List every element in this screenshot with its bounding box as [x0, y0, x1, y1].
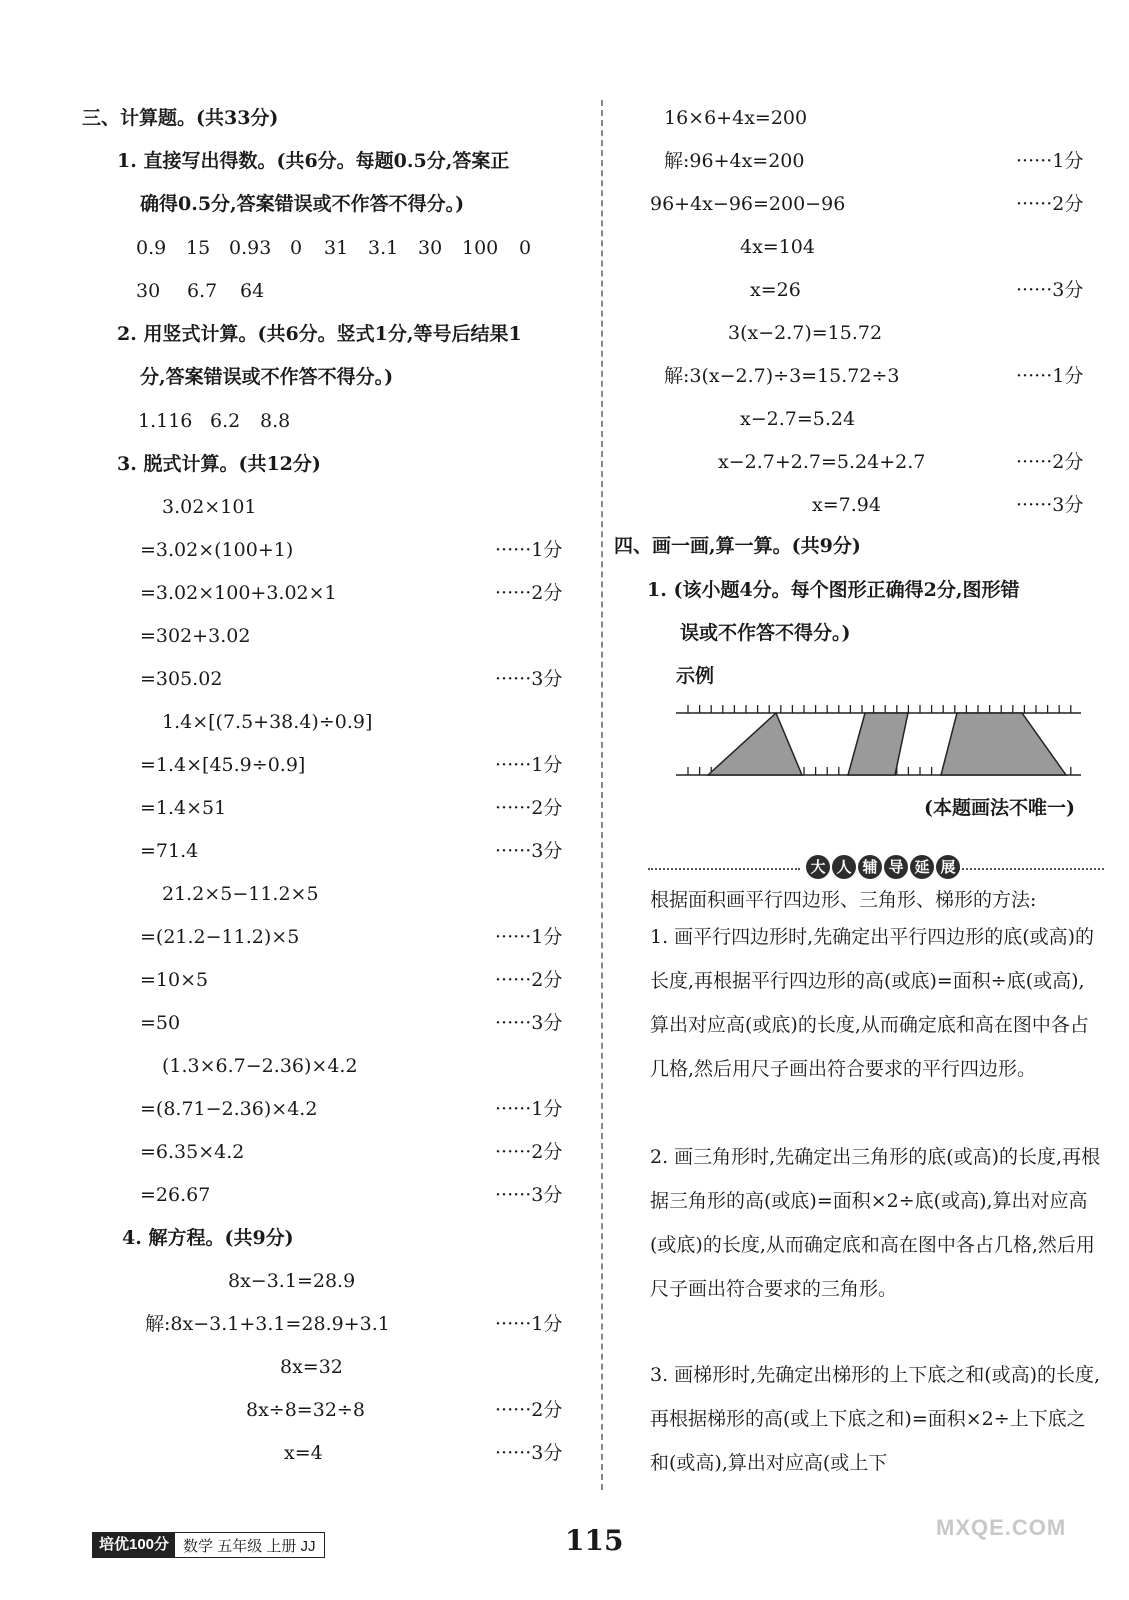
equation-score: ······1分	[1016, 150, 1084, 172]
banner-char: 辅	[858, 855, 882, 879]
q3-step: =26.67	[140, 1184, 211, 1206]
q1-answer: 15	[186, 237, 211, 259]
q1-answer: 0	[290, 237, 303, 259]
guide-paragraph-2: 2. 画三角形时,先确定出三角形的底(或高)的长度,再根据三角形的高(或底)=面积×2÷底(或高),算出对应高(或底)的长度,从而确定底和高在图中各占几格,然后用尺子画出符合要求的三角形。	[650, 1146, 1101, 1300]
q1-answer: 100	[462, 237, 499, 259]
q3-step: =3.02×100+3.02×1	[140, 582, 337, 604]
banner-rule-right	[958, 868, 1104, 870]
banner-char: 人	[832, 855, 856, 879]
q4-step: x=4	[284, 1442, 323, 1464]
q3-score: ······2分	[495, 582, 563, 604]
section3-title: 三、计算题。(共33分)	[82, 107, 279, 129]
q3-step: =(21.2−11.2)×5	[140, 926, 300, 948]
q1-answer: 30	[418, 237, 443, 259]
q1-answer: 64	[240, 280, 265, 302]
q3-step: 21.2×5−11.2×5	[162, 883, 319, 905]
q4-score: ······2分	[495, 1399, 563, 1421]
q3-score: ······2分	[495, 969, 563, 991]
banner-char: 大	[806, 855, 830, 879]
equation-step: 96+4x−96=200−96	[650, 193, 846, 215]
q3-step: =71.4	[140, 840, 199, 862]
trapezoid-shape	[941, 713, 1066, 775]
q1-answer: 0	[519, 237, 532, 259]
equation-step: 16×6+4x=200	[664, 107, 808, 129]
guide-banner	[806, 855, 960, 881]
book-tag: 培优100分	[93, 1533, 175, 1557]
q4-score: ······1分	[495, 1313, 563, 1335]
equation-score: ······3分	[1016, 494, 1084, 516]
q3-score: ······2分	[495, 797, 563, 819]
q3-score: ······3分	[495, 840, 563, 862]
q2-title-line1: 2. 用竖式计算。(共6分。竖式1分,等号后结果1	[117, 323, 522, 345]
column-divider	[601, 100, 603, 1490]
guide-intro: 根据面积画平行四边形、三角形、梯形的方法:	[650, 889, 1037, 911]
book-info: 数学 五年级 上册 JJ	[183, 1537, 316, 1555]
q1-answer: 3.1	[368, 237, 399, 259]
q3-step: (1.3×6.7−2.36)×4.2	[162, 1055, 358, 1077]
q3-step: =1.4×[45.9÷0.9]	[140, 754, 306, 776]
book-label	[92, 1532, 325, 1558]
equation-step: x−2.7=5.24	[740, 408, 856, 430]
q3-step: =6.35×4.2	[140, 1141, 245, 1163]
q3-step: =10×5	[140, 969, 209, 991]
q3-score: ······1分	[495, 1098, 563, 1120]
q3-title: 3. 脱式计算。(共12分)	[117, 453, 321, 475]
guide-paragraph-1: 1. 画平行四边形时,先确定出平行四边形的底(或高)的长度,再根据平行四边形的高(或底)=面积÷底(或高),算出对应高(或底)的长度,从而确定底和高在图中各占几格,然后用尺子画出符合要求的平行四边形。	[650, 926, 1095, 1080]
q4-title: 4. 解方程。(共9分)	[122, 1227, 294, 1249]
q1-answer: 31	[324, 237, 349, 259]
q3-score: ······3分	[495, 668, 563, 690]
banner-char: 导	[884, 855, 908, 879]
q1-answer: 0.9	[136, 237, 167, 259]
q3-step: =3.02×(100+1)	[140, 539, 294, 561]
q2-answer: 8.8	[260, 410, 291, 432]
s4-q1-line2: 误或不作答不得分。)	[680, 622, 851, 644]
equation-step: 解:3(x−2.7)÷3=15.72÷3	[664, 365, 900, 387]
q3-score: ······1分	[495, 754, 563, 776]
equation-step: 3(x−2.7)=15.72	[728, 322, 883, 344]
q1-answer: 0.93	[229, 237, 272, 259]
equation-step: 4x=104	[740, 236, 815, 258]
example-label: 示例	[676, 665, 715, 687]
equation-step: x=7.94	[812, 494, 881, 516]
banner-char: 展	[936, 855, 960, 879]
q1-title-line2: 确得0.5分,答案错误或不作答不得分。)	[140, 193, 465, 215]
watermark: MXQE.COM	[936, 1515, 1067, 1540]
s4-q1-line1: 1. (该小题4分。每个图形正确得2分,图形错	[647, 579, 1020, 601]
q4-score: ······3分	[495, 1442, 563, 1464]
q1-title-line1: 1. 直接写出得数。(共6分。每题0.5分,答案正	[117, 150, 510, 172]
q3-score: ······3分	[495, 1012, 563, 1034]
q2-answer: 1.116	[138, 410, 193, 432]
parallelogram-shape	[848, 713, 908, 775]
q3-step: 1.4×[(7.5+38.4)÷0.9]	[162, 711, 373, 733]
q4-step: 8x−3.1=28.9	[228, 1270, 356, 1292]
q4-step: 解:8x−3.1+3.1=28.9+3.1	[145, 1313, 390, 1335]
equation-step: x−2.7+2.7=5.24+2.7	[718, 451, 926, 473]
q3-score: ······3分	[495, 1184, 563, 1206]
q2-title-line2: 分,答案错误或不作答不得分。)	[140, 366, 394, 388]
q3-score: ······1分	[495, 539, 563, 561]
q3-step: =50	[140, 1012, 181, 1034]
q4-step: 8x=32	[280, 1356, 343, 1378]
equation-step: x=26	[750, 279, 801, 301]
triangle-shape	[708, 713, 802, 775]
equation-score: ······2分	[1016, 451, 1084, 473]
q4-step: 8x÷8=32÷8	[246, 1399, 365, 1421]
q1-answer: 6.7	[187, 280, 218, 302]
banner-rule-left	[648, 868, 800, 870]
equation-score: ······3分	[1016, 279, 1084, 301]
page-number: 115	[565, 1524, 624, 1557]
q3-step: 3.02×101	[162, 496, 257, 518]
guide-paragraph-3: 3. 画梯形时,先确定出梯形的上下底之和(或高)的长度,再根据梯形的高(或上下底之和)=面积×2÷上下底之和(或高),算出对应高(或上下	[650, 1364, 1101, 1474]
example-figure	[676, 700, 1086, 780]
q3-step: =305.02	[140, 668, 223, 690]
note-text: (本题画法不唯一)	[924, 797, 1075, 819]
banner-char: 延	[910, 855, 934, 879]
equation-score: ······2分	[1016, 193, 1084, 215]
q1-answer: 30	[136, 280, 161, 302]
q3-score: ······1分	[495, 926, 563, 948]
q3-step: =302+3.02	[140, 625, 251, 647]
equation-score: ······1分	[1016, 365, 1084, 387]
q3-step: =(8.71−2.36)×4.2	[140, 1098, 318, 1120]
section4-title: 四、画一画,算一算。(共9分)	[614, 535, 861, 557]
q2-answer: 6.2	[210, 410, 241, 432]
equation-step: 解:96+4x=200	[664, 150, 805, 172]
q3-step: =1.4×51	[140, 797, 227, 819]
q3-score: ······2分	[495, 1141, 563, 1163]
